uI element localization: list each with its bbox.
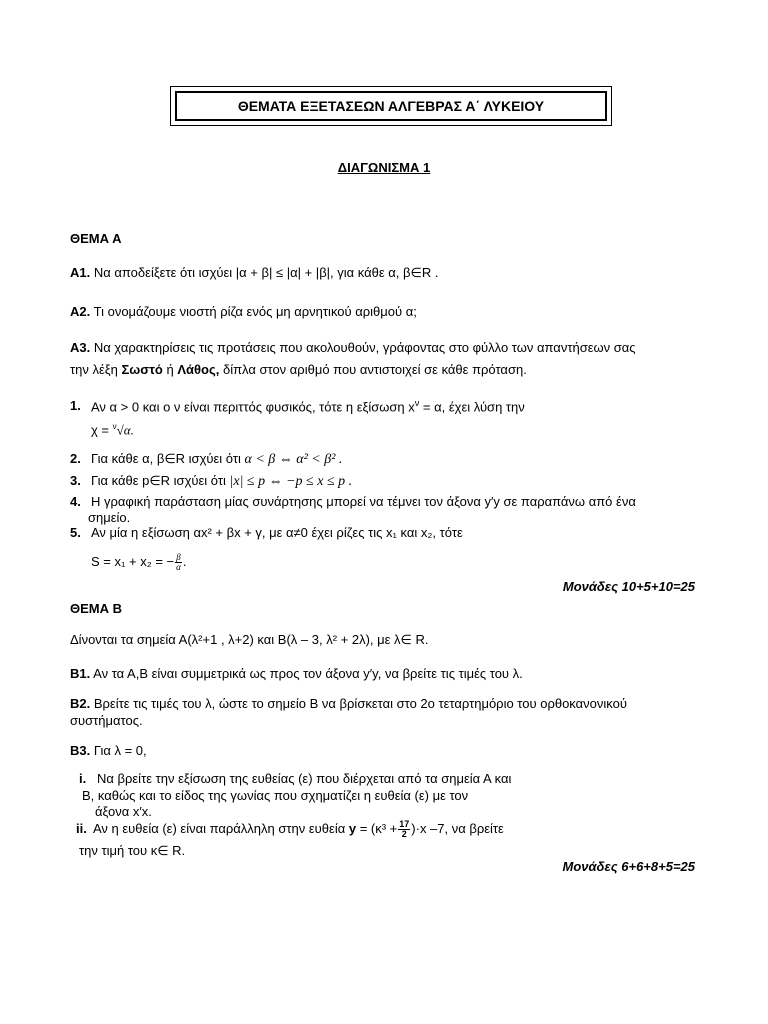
text-fragment: δίπλα στον αριθμό που αντιστοιχεί σε κάθε πρόταση.	[219, 362, 527, 377]
question-b2-line2: συστήματος.	[70, 713, 143, 728]
question-b3	[70, 743, 147, 758]
exam-subtitle: ΔΙΑΓΩΝΙΣΜΑ 1	[337, 160, 431, 175]
word-false: Λάθος,	[177, 362, 220, 377]
question-b2-line1	[70, 696, 627, 711]
sub-question-label: i.	[79, 771, 87, 786]
item-number: 5.	[70, 525, 81, 540]
question-text: Αν τα Α,Β είναι συμμετρικά ως προς τον άξονα y′y, να βρείτε τις τιμές του λ.	[93, 666, 523, 681]
text-fragment: = (κ³ +	[356, 820, 398, 836]
text-fragment: )·x –7, να βρείτε	[411, 820, 504, 836]
text-fragment: .	[182, 553, 187, 569]
question-a3-line1	[70, 340, 636, 355]
thema-a-heading: ΘΕΜΑ Α	[70, 231, 122, 246]
text-fragment: Αν α > 0 και ο ν είναι περιττός φυσικός, τότε η εξίσωση x	[91, 399, 415, 415]
title-box	[170, 86, 612, 126]
question-a1	[70, 265, 438, 281]
question-label: Α1.	[70, 265, 91, 280]
marks-thema-a: Μονάδες 10+5+10=25	[562, 579, 695, 594]
word-true: Σωστό	[121, 362, 163, 377]
root-expression: √α.	[116, 422, 134, 438]
question-text: Βρείτε τις τιμές του λ, ώστε το σημείο Β να βρίσκεται στο 2ο τεταρτημόριο του ορθοκανονικού	[93, 696, 627, 711]
fraction-denominator: α	[176, 562, 181, 572]
statement-4-line1: Η γραφική παράσταση μίας συνάρτησης μπορεί να τέμνει τον άξονα y′y σε παραπάνω από ένα	[91, 494, 636, 509]
question-a2	[70, 304, 417, 319]
statement-1-line2	[91, 422, 134, 438]
fraction-numerator: 17	[399, 819, 410, 829]
exponent: ν	[414, 398, 420, 408]
item-number: 3.	[70, 473, 81, 488]
question-label: Β1.	[70, 666, 91, 681]
sub-question-i-line2: Β, καθώς και το είδος της γωνίας που σχηματίζει η ευθεία (ε) με τον	[82, 788, 469, 803]
question-label: Β2.	[70, 696, 91, 711]
item-number: 2.	[70, 451, 81, 466]
question-a3-line2	[70, 362, 527, 377]
fraction	[398, 820, 410, 839]
thema-b-heading: ΘΕΜΑ Β	[70, 601, 122, 616]
statement-5-line2	[91, 553, 187, 572]
text-fragment: = α, έχει λύση την	[419, 399, 525, 415]
statement-3	[91, 473, 352, 490]
fraction-numerator: β	[176, 552, 181, 562]
sub-question-i-line1: Να βρείτε την εξίσωση της ευθείας (ε) που διέρχεται από τα σημεία Α και	[97, 771, 512, 786]
sub-question-ii-line2: την τιμή του κ∈ R.	[79, 843, 186, 858]
thema-b-intro: Δίνονται τα σημεία Α(λ²+1 , λ+2) και Β(λ – 3, λ² + 2λ), με λ∈ R.	[70, 632, 429, 647]
statement-1-line1	[91, 398, 525, 414]
sub-question-i-line3: άξονα x′x.	[95, 804, 152, 819]
fraction-denominator: 2	[401, 829, 407, 839]
text-fragment: ή	[162, 362, 178, 377]
statement-4-line2: σημείο.	[88, 510, 131, 525]
question-label: Β3.	[70, 743, 91, 758]
item-number: 1.	[70, 398, 81, 413]
marks-thema-b: Μονάδες 6+6+8+5=25	[562, 859, 695, 874]
question-label: Α3.	[70, 340, 91, 355]
variable-y: y	[348, 820, 357, 836]
question-text: Τι ονομάζουμε νιοστή ρίζα ενός μη αρνητικού αριθμού α;	[93, 304, 417, 319]
text-fragment: Για κάθε p∈R ισχύει ότι	[91, 473, 230, 488]
math-expression: α < β ⇔ α² < β² .	[244, 452, 343, 467]
math-expression: |x| ≤ p ⇔ −p ≤ x ≤ p .	[229, 474, 353, 489]
document-title: ΘΕΜΑΤΑ ΕΞΕΤΑΣΕΩΝ ΑΛΓΕΒΡΑΣ Α΄ ΛΥΚΕΙΟΥ	[175, 91, 607, 121]
item-number: 4.	[70, 494, 81, 509]
sub-question-label: ii.	[76, 821, 87, 836]
question-b1	[70, 666, 523, 681]
text-fragment: S = x₁ + x₂ = −	[91, 553, 175, 569]
question-text: Για λ = 0,	[93, 743, 147, 758]
statement-5-line1: Αν μία η εξίσωση αx² + βx + γ, με α≠0 έχει ρίζες τις x₁ και x₂, τότε	[91, 525, 463, 540]
statement-2	[91, 451, 342, 468]
fraction	[175, 553, 182, 572]
root-index: ν	[112, 422, 117, 431]
question-text: Να χαρακτηρίσεις τις προτάσεις που ακολουθούν, γράφοντας στο φύλλο των απαντήσεων σας	[93, 340, 636, 355]
text-fragment: Αν η ευθεία (ε) είναι παράλληλη στην ευθεία	[93, 820, 349, 836]
question-label: Α2.	[70, 304, 91, 319]
question-text: Να αποδείξετε ότι ισχύει |α + β| ≤ |α| + |β|, για κάθε α, β∈R .	[93, 265, 439, 280]
text-fragment: χ =	[91, 422, 113, 438]
sub-question-ii-line1	[93, 820, 504, 839]
text-fragment: την λέξη	[70, 362, 122, 377]
text-fragment: Για κάθε α, β∈R ισχύει ότι	[91, 451, 245, 466]
